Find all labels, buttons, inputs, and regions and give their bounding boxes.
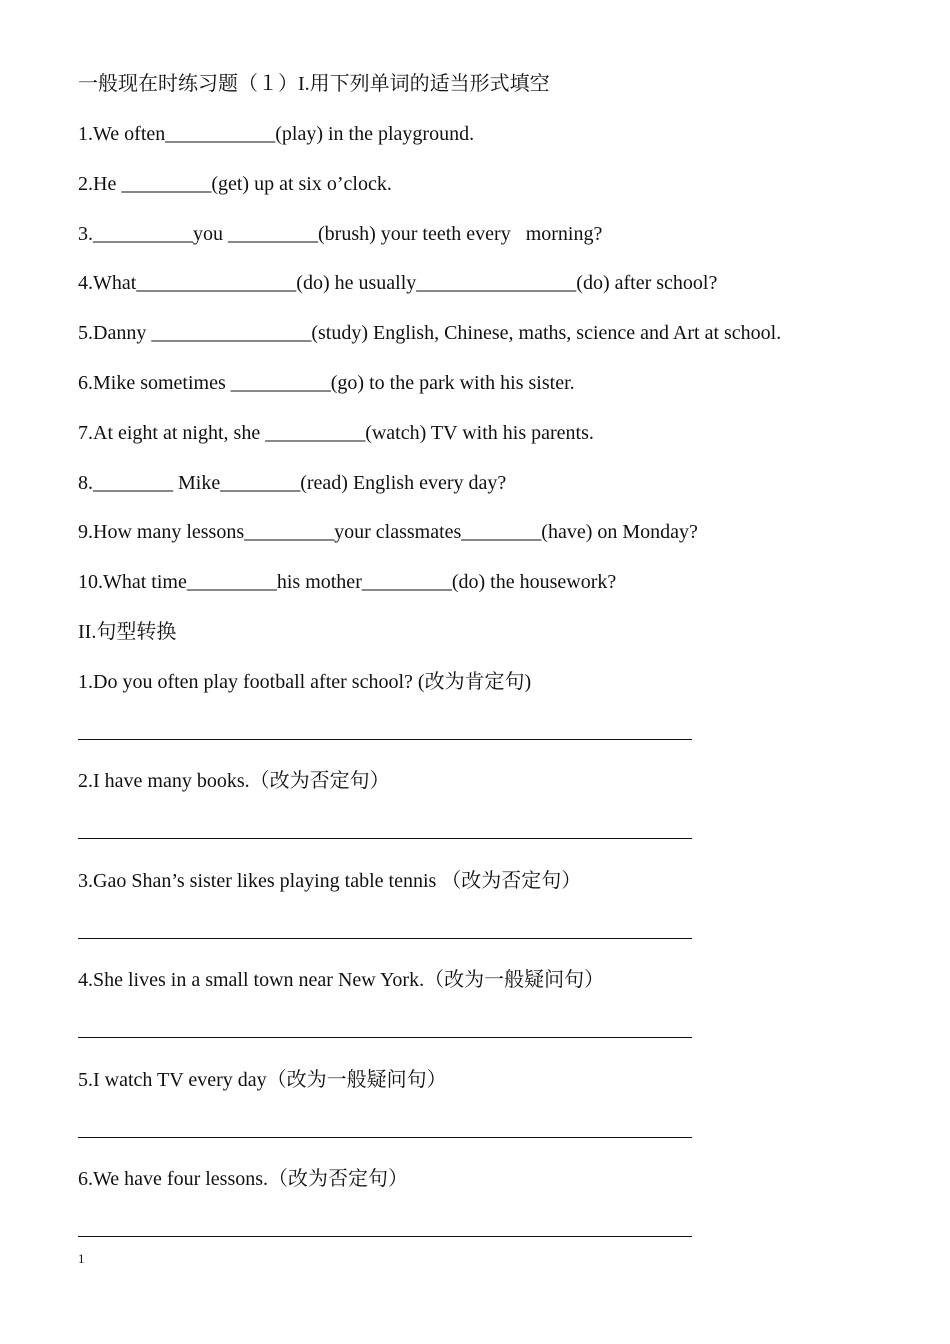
section-2-title: II.句型转换	[78, 621, 177, 643]
fill-blank-item-3: 3.__________you _________(brush) your teeth every morning?	[78, 223, 603, 245]
fill-blank-item-5: 5.Danny ________________(study) English, Chinese, maths, science and Art at school.	[78, 322, 782, 344]
transform-item-6: 6.We have four lessons.（改为否定句）	[78, 1168, 409, 1190]
fill-blank-item-7: 7.At eight at night, she __________(watch) TV with his parents.	[78, 422, 594, 444]
answer-line-6[interactable]	[78, 1236, 692, 1237]
fill-blank-item-2: 2.He _________(get) up at six o’clock.	[78, 173, 392, 195]
transform-item-2: 2.I have many books.（改为否定句）	[78, 770, 390, 792]
fill-blank-item-1: 1.We often___________(play) in the playground.	[78, 123, 475, 145]
worksheet-title: 一般现在时练习题（１）I.用下列单词的适当形式填空	[78, 73, 550, 95]
page-number: 1	[78, 1251, 85, 1266]
transform-item-4: 4.She lives in a small town near New York.（改为一般疑问句）	[78, 969, 605, 991]
fill-blank-item-9: 9.How many lessons_________your classmates________(have) on Monday?	[78, 521, 698, 543]
fill-blank-item-4: 4.What________________(do) he usually________________(do) after school?	[78, 272, 718, 294]
fill-blank-item-6: 6.Mike sometimes __________(go) to the park with his sister.	[78, 372, 575, 394]
transform-item-1: 1.Do you often play football after school? (改为肯定句)	[78, 671, 532, 693]
answer-line-5[interactable]	[78, 1137, 692, 1138]
answer-line-4[interactable]	[78, 1037, 692, 1038]
fill-blank-item-8: 8.________ Mike________(read) English every day?	[78, 472, 507, 494]
fill-blank-item-10: 10.What time_________his mother_________(do) the housework?	[78, 571, 617, 593]
transform-item-3: 3.Gao Shan’s sister likes playing table tennis （改为否定句）	[78, 870, 582, 892]
answer-line-2[interactable]	[78, 838, 692, 839]
transform-item-5: 5.I watch TV every day（改为一般疑问句）	[78, 1069, 447, 1091]
answer-line-1[interactable]	[78, 739, 692, 740]
answer-line-3[interactable]	[78, 938, 692, 939]
